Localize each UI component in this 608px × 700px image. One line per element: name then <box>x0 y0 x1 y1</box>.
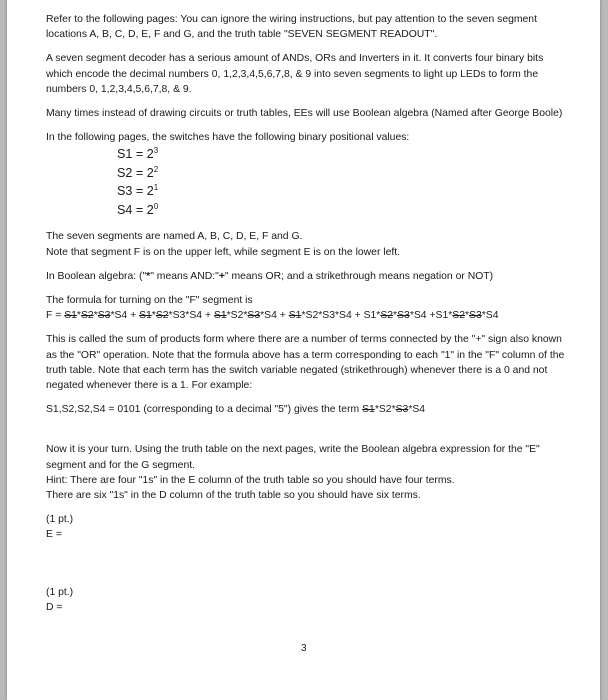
sum-of-products-paragraph: This is called the sum of products form where there are a number of terms connected by the "+" sign also known as the "OR" operation. Note that the formula above has a term corresponding to each "1" in the "F" column of the truth table. Note that each term has the switch variable negated (strikethrough) whenever there is a 0 and not negated whenever there is a 1. For example: <box>46 334 565 392</box>
switch-s4: $S4 = 2^0$ <box>117 201 159 217</box>
question-e <box>46 512 566 542</box>
page-number: 3 <box>301 643 307 654</box>
hint-e: Hint: There are four "1s" in the E column of the truth table so you should have four terms. <box>46 474 455 486</box>
decoder-paragraph: A seven segment decoder has a serious amount of ANDs, ORs and Inverters in it. It converts four binary bits which encode the decimal numbers 0, 1,2,3,4,5,6,7,8, & 9 into seven segments to light up LEDs to form the numbers 0, 1,2,3,4,5,6,7,8, & 9. <box>46 53 544 95</box>
hints <box>46 473 566 503</box>
question-d <box>46 585 566 615</box>
switch-s1: $S1 = 2^3$ <box>117 146 159 162</box>
document-page <box>7 0 600 700</box>
page-content <box>46 12 566 615</box>
task-paragraph: Now it is your turn. Using the truth table on the next pages, write the Boolean algebra expression for the "E" segment and for the G segment. <box>46 444 540 471</box>
question-d-label: D = <box>46 601 63 613</box>
intro-paragraph: Refer to the following pages: You can ignore the wiring instructions, but pay attention to the seven segment locations A, B, C, D, E, F and G, and the truth table "SEVEN SEGMENT READOUT". <box>46 14 537 41</box>
switch-s3: $S3 = 2^1$ <box>117 183 159 199</box>
question-d-points: (1 pt.) <box>46 586 74 598</box>
hint-d: There are six "1s" in the D column of the truth table so you should have six terms. <box>46 490 421 502</box>
formula-f: F = S1*S2*S3*S4 + S1*S2*S3*S4 + S1*S2*S3*S4 + S1*S2*S3*S4 + S1*S2*S3*S4 +S1*S2*S3*S4 <box>46 310 499 322</box>
formula-intro: The formula for turning on the "F" segment is <box>46 295 253 307</box>
segments-named: The seven segments are named A, B, C, D, E, F and G. <box>46 231 303 243</box>
question-e-points: (1 pt.) <box>46 514 74 526</box>
segments-note: Note that segment F is on the upper left, while segment E is on the lower left. <box>46 246 401 258</box>
or-symbol: + <box>218 270 225 282</box>
switch-intro: In the following pages, the switches have the following binary positional values: <box>46 132 410 144</box>
question-e-label: E = <box>46 529 62 541</box>
and-symbol: * <box>146 270 151 282</box>
segments-paragraph <box>46 229 566 259</box>
switch-s2: $S2 = 2^2$ <box>117 164 159 180</box>
algebra-legend: In Boolean algebra: ("*" means AND:"+" means OR; and a strikethrough means negation or NOT) <box>46 270 494 282</box>
switch-list <box>46 145 566 219</box>
formula-block <box>46 293 566 323</box>
example-line: S1,S2,S2,S4 = 0101 (corresponding to a decimal "5") gives the term S1*S2*S3*S4 <box>46 404 426 416</box>
boolean-note-paragraph: Many times instead of drawing circuits or truth tables, EEs will use Boolean algebra (Named after George Boole) <box>46 108 563 120</box>
